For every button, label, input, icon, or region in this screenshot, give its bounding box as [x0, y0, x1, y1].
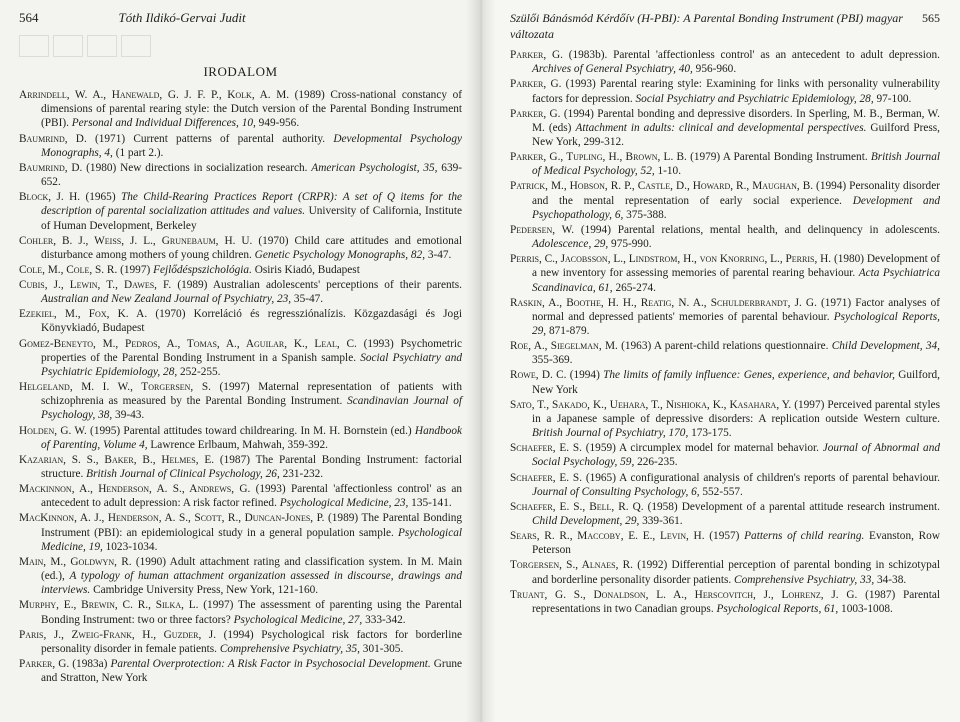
reference-pages: 1023-1034. [102, 540, 158, 553]
reference-authors: Murphy, E., Brewin, C. R., Silka, L. [19, 599, 199, 612]
reference-entry [19, 88, 462, 131]
reference-pages: 339-361. [639, 515, 683, 528]
reference-source: Handbook of Parenting, Volume 4, [41, 424, 462, 451]
right-page-number: 565 [922, 11, 940, 25]
reference-pages: 226-235. [634, 456, 678, 469]
reference-text: (1989) Cross-national constancy of dimensions of parental rearing style: the Dutch version of the Parental Bonding Instrument (PBI). [41, 89, 462, 130]
reference-authors: Torgersen, S., Alnaes, R. [510, 559, 633, 572]
reference-text: (1997) Maternal representation of patients with schizophrenia as measured by the Parental Bonding Instrument. [41, 381, 462, 408]
reference-authors: Sears, R. R., Maccoby, E. E., Levin, H. [510, 530, 705, 543]
reference-text: (1989) Australian adolescents' perceptions of their parents. [171, 278, 462, 291]
reference-authors: Cohler, B. J., Weiss, J. L., Grunebaum, H. U. [19, 234, 253, 247]
reference-entry [510, 500, 940, 528]
reference-entry [19, 628, 462, 656]
reference-pages: 135-141. [408, 497, 452, 510]
reference-source: Genetic Psychology Monographs, 82, [254, 248, 426, 261]
reference-pages: 1003-1008. [838, 602, 893, 615]
reference-authors: Helgeland, M. I. W., Torgersen, S. [19, 381, 211, 394]
reference-source: Comprehensive Psychiatry, 33, [734, 573, 875, 586]
reference-text: (1993) Psychometric properties of the Parental Bonding Instrument in a Spanish sample. [41, 337, 462, 364]
reference-text: (1994) [566, 369, 604, 382]
reference-pages: 252-255. [177, 365, 221, 378]
reference-pages: Cambridge University Press, New York, 121-160. [90, 584, 319, 597]
reference-entry [510, 179, 940, 222]
reference-source: Psychological Medicine, 27, [233, 613, 363, 626]
reference-authors: Truant, G. S., Donaldson, L. A., Herscovitch, J., Lohrenz, J. G. [510, 588, 858, 601]
reference-text: (1970) Korreláció és regressziónalízis. Közgazdasági és Jogi Könyvkiadó, Budapest [41, 308, 462, 335]
reference-entry [510, 529, 940, 557]
reference-source: Acta Psychiatrica Scandinavica, 61, [532, 267, 941, 294]
reference-text: (1989) The Parental Bonding Instrument (PBI): an epidemiological study in a general population sample. [41, 512, 463, 539]
reference-pages: 34-38. [874, 573, 907, 586]
reference-source: Social Psychiatry and Psychiatric Epidemiology, 28, [635, 92, 874, 105]
reference-pages: 956-960. [692, 63, 737, 76]
reference-text: (1971) Current patterns of parental authority. [86, 132, 334, 145]
reference-entry [19, 598, 462, 626]
reference-source: Developmental Psychology Monographs, 4, [41, 132, 462, 159]
reference-source: Patterns of child rearing. [744, 530, 865, 543]
reference-authors: Pedersen, W. [510, 223, 575, 236]
reference-text: (1980) New directions in socialization research. [82, 161, 312, 174]
reference-authors: Sato, T., Sakado, K., Uehara, T., Nishioka, K., Kasahara, Y. [510, 398, 792, 411]
reference-text: (1980) Development of a new inventory for assessing memories of parental rearing behaviour. [532, 253, 940, 280]
reference-source: British Journal of Clinical Psychology, 26, [86, 468, 280, 481]
reference-authors: Roe, A., Siegelman, M. [510, 340, 618, 353]
reference-source: Psychological Reports, 61, [716, 602, 839, 615]
reference-source: American Psychologist, 35, [311, 161, 438, 174]
reference-text: (1987) Parental representations in two Canadian groups. [532, 588, 941, 615]
reference-text: (1957) [704, 530, 745, 543]
reference-source: Psychological Medicine, 23, [279, 497, 409, 510]
reference-text: (1993) Parental 'affectionless control' as an antecedent to adult depression: A risk factor refined. [41, 483, 462, 510]
left-running-title: Tóth Ildikó-Gervai Judit [118, 10, 246, 25]
reference-authors: Mackinnon, A., Henderson, A. S., Andrews, G. [19, 483, 251, 496]
reference-pages: (1 part 2.). [112, 146, 164, 159]
reference-text: (1997) Perceived parental styles in a Japanese sample of depressive disorders: A replication outside Western culture. [532, 398, 940, 425]
reference-text: (1993) Parental rearing style: Examining for links with personality vulnerability factors for depression. [532, 78, 940, 105]
reference-source: Scandinavian Journal of Psychology, 38, [41, 395, 462, 422]
reference-text: (1994) Parental bonding and depressive disorders. In Sperling, M. B., Berman, W. M. (eds) [532, 107, 940, 134]
reference-source: Comprehensive Psychiatry, 35, [219, 642, 360, 655]
reference-entry [510, 223, 940, 251]
reference-source: Psychological Reports, 29, [532, 310, 941, 338]
reference-source: Development and Psychopathology, 6, [532, 194, 941, 221]
reference-pages: 231-232. [279, 468, 324, 481]
reference-authors: Parker, G., Tupling, H., Brown, L. B. [510, 151, 687, 164]
reference-pages: 173-175. [688, 427, 732, 440]
reference-pages: 301-305. [359, 642, 404, 655]
reference-entry [510, 107, 940, 150]
reference-pages: Guilford Press, New York, 299-312. [532, 121, 940, 148]
right-running-title: Szülői Bánásmód Kérdőív (H-PBI): A Parental Bonding Instrument (PBI) magyar változata [510, 11, 903, 41]
reference-authors: Block, J. H. [19, 191, 81, 204]
reference-pages: Lawrence Erlbaum, Mahwah, 359-392. [147, 438, 328, 451]
reference-text: (1971) Factor analyses of normal and depressed patients' memories of parental behaviour. [532, 296, 940, 323]
reference-authors: Rowe, D. C. [510, 369, 567, 382]
reference-source: Social Psychiatry and Psychiatric Epidemiology, 28, [41, 351, 463, 378]
reference-entry [19, 424, 462, 452]
reference-pages: 975-990. [608, 238, 652, 251]
reference-entry [19, 555, 462, 598]
reference-text: (1990) Adult attachment rating and classification system. In M. Main (ed.), [41, 555, 462, 583]
reference-authors: Baumrind, D. [19, 161, 83, 174]
reference-source: The limits of family influence: Genes, experience, and behavior, [603, 369, 895, 382]
reference-source: Journal of Abnormal and Social Psychology, 59, [532, 442, 940, 469]
reference-pages: 552-557. [699, 485, 743, 498]
reference-source: Journal of Consulting Psychology, 6, [532, 485, 700, 498]
reference-source: Child Development, 29, [532, 515, 640, 528]
reference-text: (1965) A configurational analysis of children's reports of parental behaviour. [582, 471, 940, 484]
reference-authors: MacKinnon, A. J., Henderson, A. S., Scott, R., Duncan-Jones, P. [19, 512, 325, 525]
reference-pages: Evanston, Row Peterson [532, 530, 940, 557]
reference-pages: Grune and Stratton, New York [41, 658, 463, 685]
reference-entry [19, 337, 462, 380]
reference-entry [19, 657, 462, 685]
reference-text: (1963) A parent-child relations questionnaire. [617, 340, 832, 353]
reference-entry [510, 252, 940, 295]
reference-entry [510, 48, 940, 76]
reference-text: (1983a) [69, 658, 111, 671]
reference-text: (1995) Parental attitudes toward childrearing. In M. H. Bornstein (ed.) [86, 424, 415, 437]
reference-pages: 871-879. [546, 325, 590, 338]
reference-entry [510, 77, 940, 105]
reference-source: Parental Overprotection: A Risk Factor in Psychosocial Development. [110, 658, 431, 671]
reference-text: (1965) [80, 191, 121, 204]
reference-text: (1959) A circumplex model for maternal behavior. [581, 442, 823, 455]
bleed-through-box [121, 35, 151, 57]
reference-entry [510, 150, 940, 178]
reference-entry [19, 278, 462, 306]
reference-entry [510, 558, 940, 586]
reference-authors: Cole, M., Cole, S. R. [19, 263, 118, 276]
reference-pages: 949-956. [255, 117, 300, 130]
reference-source: Archives of General Psychiatry, 40, [532, 63, 693, 76]
reference-entry [510, 339, 940, 367]
right-reference-list [510, 48, 940, 616]
reference-source: The Child-Rearing Practices Report (CRPR): A set of Q items for the description of parental socialization attitudes and values. [41, 191, 462, 218]
reference-text: (1994) Psychological risk factors for borderline personality disorder in female patients. [41, 628, 462, 655]
reference-source: Psychological Medicine, 19, [41, 526, 462, 553]
reference-pages: 97-100. [873, 92, 912, 105]
reference-text: (1983b). Parental 'affectionless control' as an antecedent to adult depression. [562, 49, 940, 61]
reference-entry [510, 368, 940, 396]
reference-authors: Baumrind, D. [19, 132, 87, 145]
reference-authors: Perris, C., Jacobsson, L., Lindstrom, H., von Knorring, L., Perris, H. [510, 253, 832, 266]
reference-pages: 35-47. [291, 293, 324, 306]
reference-source: Adolescence, 29, [532, 238, 609, 251]
reference-entry [19, 161, 462, 189]
reference-entry [19, 263, 462, 277]
reference-authors: Parker, G. [510, 107, 561, 120]
reference-entry [510, 398, 940, 441]
reference-entry [19, 453, 462, 481]
section-title: IRODALOM [203, 64, 278, 79]
reference-authors: Schaefer, E. S., Bell, R. Q. [510, 500, 644, 513]
reference-entry [19, 234, 462, 262]
reference-text: (1979) A Parental Bonding Instrument. [686, 151, 871, 164]
reference-text: (1994) Personality disorder and the mental representation of early social experience. [532, 180, 940, 207]
reference-text: (1987) The Parental Bonding Instrument: factorial structure. [41, 453, 462, 481]
reference-source: Personal and Individual Differences, 10, [71, 117, 256, 130]
reference-authors: Schaefer, E. S. [510, 471, 583, 484]
reference-entry [510, 588, 940, 616]
reference-text: (1997) The assessment of parenting using the Parental Bonding Instrument: two or three factors? [41, 599, 462, 626]
reference-pages: 639-652. [41, 161, 463, 188]
reference-entry [510, 296, 940, 339]
reference-entry [19, 482, 462, 510]
reference-pages: 1-10. [654, 165, 682, 178]
reference-pages: 3-47. [425, 248, 452, 261]
reference-entry [19, 511, 462, 554]
left-running-head [19, 10, 462, 26]
reference-pages: Guilford, New York [532, 369, 940, 396]
reference-authors: Main, M., Goldwyn, R. [19, 555, 132, 568]
reference-text: (1997) [117, 263, 154, 276]
reference-authors: Ezekiel, M., Fox, K. A. [19, 308, 148, 321]
reference-pages: 39-43. [112, 409, 145, 422]
reference-authors: Raskin, A., Boothe, H. H., Reatig, N. A., Schulderbrandt, J. G. [510, 296, 817, 309]
reference-entry [19, 190, 462, 233]
bleed-through-marks [19, 32, 462, 60]
right-page [480, 0, 960, 722]
reference-text: (1958) Development of a parental attitude research instrument. [643, 500, 940, 513]
bleed-through-box [19, 35, 49, 57]
reference-source: Fejlődéspszichológia. [153, 263, 252, 276]
reference-authors: Schaefer, E. S. [510, 442, 582, 455]
reference-authors: Patrick, M., Hobson, R. P., Castle, D., Howard, R., Maughan, B. [510, 180, 814, 193]
reference-text: (1970) Child care attitudes and emotional disturbance among mothers of young children. [41, 234, 462, 261]
reference-source: Attachment in adults: clinical and developmental perspectives. [575, 121, 867, 134]
reference-source: Child Development, 34, [831, 340, 940, 353]
reference-source: British Journal of Psychiatry, 170, [532, 427, 689, 440]
reference-pages: 333-342. [362, 613, 406, 626]
reference-entry [19, 132, 462, 160]
reference-authors: Holden, G. W. [19, 424, 87, 437]
reference-authors: Cubis, J., Lewin, T., Dawes, F. [19, 278, 172, 291]
reference-authors: Parker, G. [19, 658, 70, 671]
reference-authors: Parker, G. [510, 49, 563, 61]
reference-pages: 265-274. [612, 281, 656, 294]
reference-entry [19, 307, 462, 335]
reference-authors: Kazarian, S. S., Baker, B., Helmes, E. [19, 453, 215, 466]
reference-authors: Parker, G. [510, 78, 562, 91]
left-page-number: 564 [19, 10, 39, 25]
reference-authors: Arrindell, W. A., Hanewald, G. J. F. P., Kolk, A. M. [19, 89, 290, 101]
reference-entry [510, 441, 940, 469]
reference-text: (1992) Differential perception of parental bonding in schizotypal and borderline personality disorder patients. [532, 559, 940, 586]
reference-pages: 375-388. [623, 208, 667, 221]
reference-source: A typology of human attachment organization assessed in discourse, drawings and interviews. [41, 570, 462, 597]
reference-pages: University of California, Institute of Human Development, Berkeley [41, 205, 462, 232]
reference-pages: Osiris Kiadó, Budapest [251, 263, 360, 276]
reference-authors: Gomez-Beneyto, M., Pedros, A., Tomas, A., Aguilar, K., Leal, C. [19, 337, 357, 350]
bleed-through-box [53, 35, 83, 57]
reference-entry [19, 380, 462, 423]
reference-entry [510, 471, 940, 499]
reference-authors: Paris, J., Zweig-Frank, H., Guzder, J. [19, 628, 217, 641]
reference-source: Australian and New Zealand Journal of Psychiatry, 23, [41, 293, 292, 306]
right-running-head [510, 10, 940, 42]
reference-source: British Journal of Medical Psychology, 52, [532, 151, 940, 178]
left-reference-list [19, 88, 462, 685]
bleed-through-box [87, 35, 117, 57]
reference-text: (1994) Parental relations, mental health, and delinquency in adolescents. [574, 223, 940, 236]
reference-pages: 355-369. [532, 354, 573, 367]
